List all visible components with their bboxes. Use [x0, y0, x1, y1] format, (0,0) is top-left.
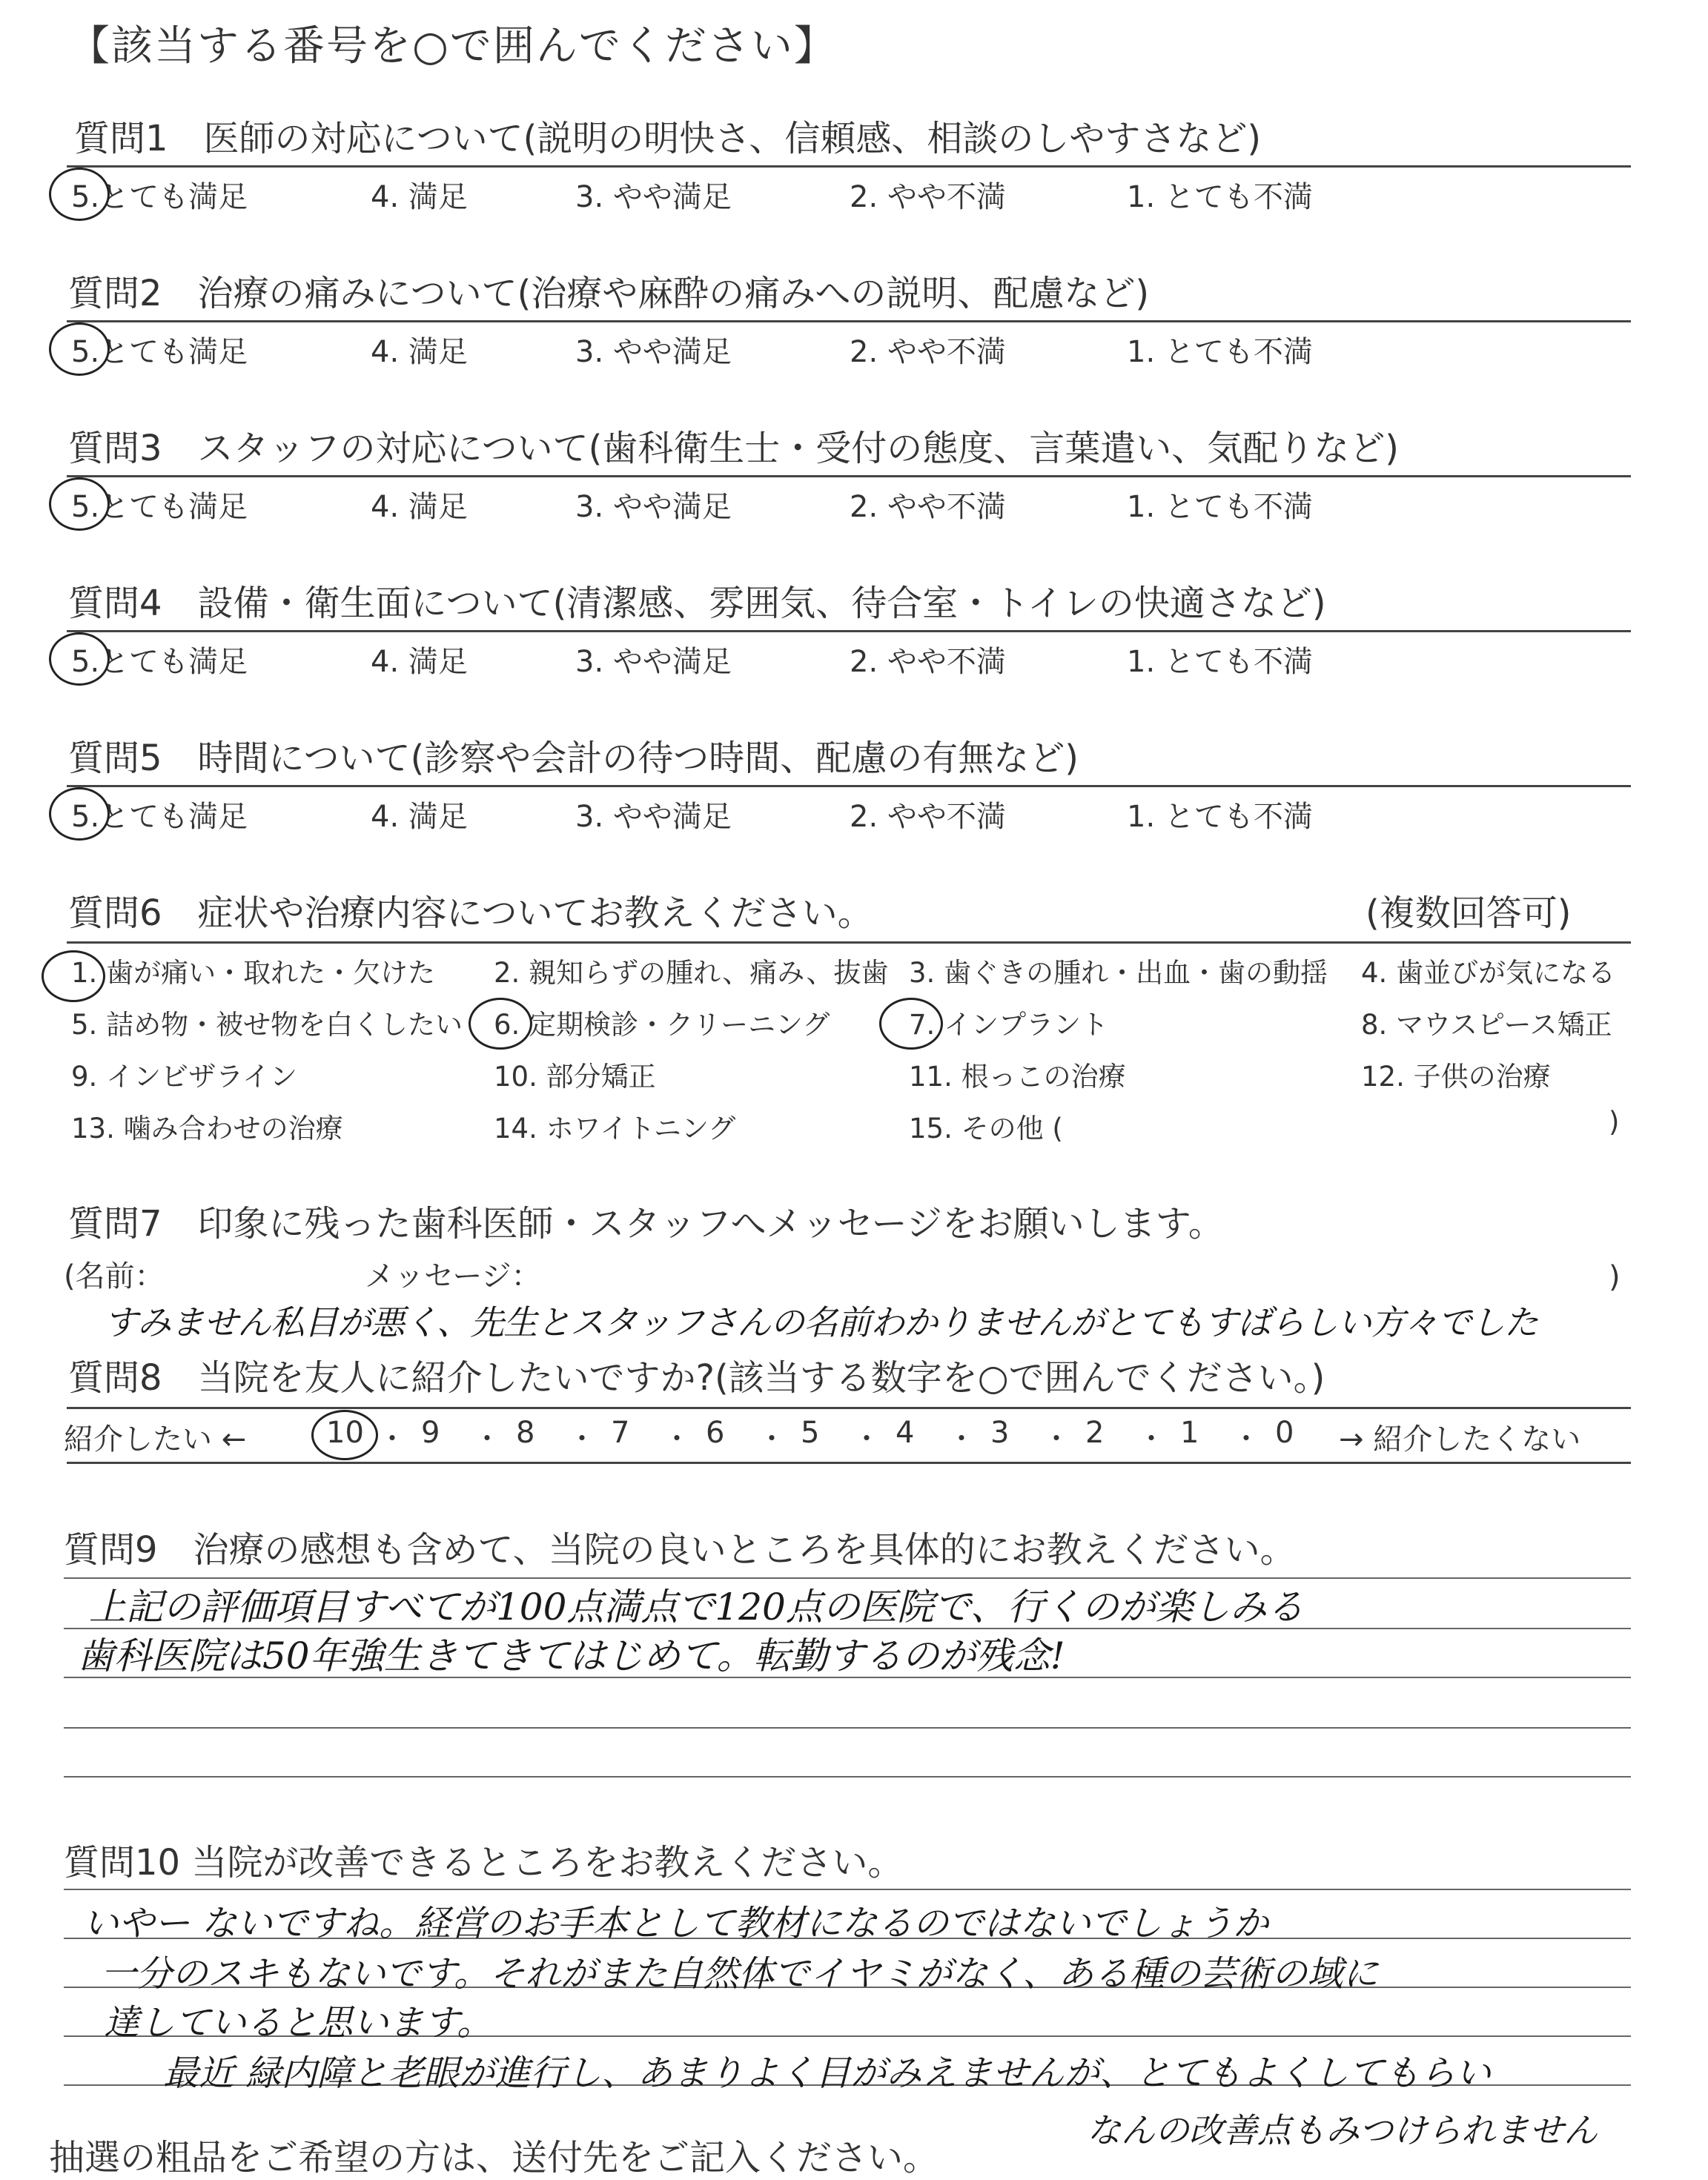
q5-option-3[interactable]: 3. やや満足 — [575, 800, 732, 834]
q5-option-4[interactable]: 4. 満足 — [371, 800, 468, 834]
q8-rule — [67, 1407, 1631, 1409]
q1-option-2[interactable]: 2. やや不満 — [850, 180, 1006, 214]
q6-item-7[interactable]: 7. インプラント — [909, 1009, 1109, 1041]
q8-scale-separator: ・ — [1232, 1422, 1261, 1455]
q4-rule — [67, 630, 1631, 632]
q10-line — [64, 1889, 1631, 1890]
q2-option-5[interactable]: 5.とても満足 — [71, 335, 248, 369]
q3-option-4[interactable]: 4. 満足 — [371, 490, 468, 524]
q3-rule — [67, 475, 1631, 477]
q10-handwritten-line-2: 一分のスキもないです。それがまた自然体でイヤミがなく、ある種の芸術の域に — [101, 1953, 1379, 1995]
q8-scale-separator: ・ — [758, 1422, 787, 1455]
q6-item-3[interactable]: 3. 歯ぐきの腫れ・出血・歯の動揺 — [909, 957, 1328, 989]
q8-scale-9[interactable]: 9 — [421, 1416, 440, 1450]
q4-option-4[interactable]: 4. 満足 — [371, 645, 468, 679]
q6-item-12[interactable]: 12. 子供の治療 — [1361, 1061, 1551, 1093]
q5-option-5[interactable]: 5.とても満足 — [71, 800, 248, 834]
q8-scale-6[interactable]: 6 — [706, 1416, 725, 1450]
q8-scale-separator: ・ — [947, 1422, 976, 1455]
q4-title: 質問4 設備・衛生面について(清潔感、雰囲気、待合室・トイレの快適さなど) — [68, 583, 1326, 624]
q4-option-1[interactable]: 1. とても不満 — [1127, 645, 1313, 679]
q9-title: 質問9 治療の感想も含めて、当院の良いところを具体的にお教えください。 — [64, 1529, 1296, 1571]
q8-scale-separator: ・ — [1042, 1422, 1071, 1455]
q10-handwritten-line-4: 最近 緑内障と老眼が進行し、あまりよく目がみえませんが、とてもよくしてもらい — [163, 2053, 1492, 2094]
q2-rule — [67, 320, 1631, 322]
q1-option-5[interactable]: 5.とても満足 — [71, 180, 248, 214]
q9-line — [64, 1727, 1631, 1729]
q7-close-paren: ) — [1609, 1260, 1621, 1294]
q3-option-3[interactable]: 3. やや満足 — [575, 490, 732, 524]
q6-item-4[interactable]: 4. 歯並びが気になる — [1361, 957, 1616, 989]
q6-item-14[interactable]: 14. ホワイトニング — [494, 1113, 736, 1144]
q3-selection-circle — [49, 477, 110, 531]
q6-item-9[interactable]: 9. インビザライン — [71, 1061, 297, 1093]
survey-header: 【該当する番号を○で囲んでください】 — [68, 22, 837, 70]
q8-scale-separator: ・ — [663, 1422, 692, 1455]
q6-note: (複数回答可) — [1366, 892, 1572, 934]
q5-option-2[interactable]: 2. やや不満 — [850, 800, 1006, 834]
q10-title: 質問10 当院が改善できるところをお教えください。 — [64, 1842, 904, 1884]
q4-option-2[interactable]: 2. やや不満 — [850, 645, 1006, 679]
q4-option-5[interactable]: 5.とても満足 — [71, 645, 248, 679]
q2-option-4[interactable]: 4. 満足 — [371, 335, 468, 369]
q8-scale-separator: ・ — [473, 1422, 502, 1455]
q6-item-10[interactable]: 10. 部分矯正 — [494, 1061, 656, 1093]
q7-message-label: メッセージ： — [365, 1259, 541, 1293]
q1-title: 質問1 医師の対応について(説明の明快さ、信頼感、相談のしやすさなど) — [74, 118, 1262, 159]
q6-item-11[interactable]: 11. 根っこの治療 — [909, 1061, 1126, 1093]
q4-selection-circle — [49, 632, 110, 686]
q3-option-2[interactable]: 2. やや不満 — [850, 490, 1006, 524]
q1-rule — [67, 165, 1631, 168]
q9-line — [64, 1776, 1631, 1778]
q1-selection-circle — [49, 168, 110, 221]
q5-option-1[interactable]: 1. とても不満 — [1127, 800, 1313, 834]
q3-option-1[interactable]: 1. とても不満 — [1127, 490, 1313, 524]
q5-title: 質問5 時間について(診察や会計の待つ時間、配慮の有無など) — [68, 738, 1079, 779]
q6-title: 質問6 症状や治療内容についてお教えください。 — [68, 892, 873, 934]
q8-scale-7[interactable]: 7 — [611, 1416, 630, 1450]
q6-rule — [67, 941, 1631, 944]
q6-item-5[interactable]: 5. 詰め物・被せ物を白くしたい — [71, 1009, 463, 1041]
q6-item-13[interactable]: 13. 噛み合わせの治療 — [71, 1113, 343, 1144]
q6-item-15[interactable]: 15. その他 ( — [909, 1113, 1063, 1144]
q4-option-3[interactable]: 3. やや満足 — [575, 645, 732, 679]
q8-scale-10[interactable]: 10 — [326, 1416, 364, 1450]
q8-scale-separator: ・ — [853, 1422, 881, 1455]
q8-scale-1[interactable]: 1 — [1180, 1416, 1199, 1450]
footer-note: 抽選の粗品をご希望の方は、送付先をご記入ください。 — [49, 2137, 939, 2179]
q8-selection-circle — [311, 1410, 378, 1460]
q6-item-2[interactable]: 2. 親知らずの腫れ、痛み、抜歯 — [494, 957, 889, 989]
q8-scale-0[interactable]: 0 — [1275, 1416, 1294, 1450]
q8-scale-separator: ・ — [1137, 1422, 1166, 1455]
q8-scale-separator: ・ — [378, 1422, 407, 1455]
q8-left-label: 紹介したい ← — [64, 1422, 247, 1457]
q8-rule-bottom — [67, 1462, 1631, 1464]
q2-title: 質問2 治療の痛みについて(治療や麻酔の痛みへの説明、配慮など) — [68, 273, 1150, 314]
q8-scale-3[interactable]: 3 — [990, 1416, 1010, 1450]
q8-right-label: → 紹介したくない — [1339, 1422, 1581, 1457]
q6-selection-circle-7 — [879, 998, 943, 1050]
q3-title: 質問3 スタッフの対応について(歯科衛生士・受付の態度、言葉遣い、気配りなど) — [68, 428, 1400, 469]
q9-handwritten-line-2: 歯科医院は50年強生きてきてはじめて。転勤するのが残念! — [77, 1634, 1065, 1677]
q7-name-label: (名前： — [64, 1259, 165, 1293]
q8-scale-4[interactable]: 4 — [896, 1416, 915, 1450]
q1-option-4[interactable]: 4. 満足 — [371, 180, 468, 214]
q6-item-6[interactable]: 6. 定期検診・クリーニング — [494, 1009, 830, 1041]
q6-item-8[interactable]: 8. マウスピース矯正 — [1361, 1009, 1612, 1041]
q2-option-3[interactable]: 3. やや満足 — [575, 335, 732, 369]
q8-title: 質問8 当院を友人に紹介したいですか?(該当する数字を○で囲んでください。) — [68, 1357, 1325, 1399]
q6-item-1[interactable]: 1. 歯が痛い・取れた・欠けた — [71, 957, 436, 989]
q7-handwritten-message: すみません私目が悪く、先生とスタッフさんの名前わかりませんがとてもすばらしい方々でした — [104, 1302, 1538, 1342]
q6-selection-circle-6 — [469, 998, 532, 1050]
q1-option-3[interactable]: 3. やや満足 — [575, 180, 732, 214]
q6-selection-circle-1 — [42, 950, 105, 1002]
q8-scale-8[interactable]: 8 — [516, 1416, 535, 1450]
q10-handwritten-line-5: なんの改善点もみつけられません — [1087, 2110, 1598, 2150]
q8-scale-2[interactable]: 2 — [1085, 1416, 1105, 1450]
q1-option-1[interactable]: 1. とても不満 — [1127, 180, 1313, 214]
q2-option-2[interactable]: 2. やや不満 — [850, 335, 1006, 369]
q9-handwritten-line-1: 上記の評価項目すべてが100点満点で120点の医院で、行くのが楽しみる — [89, 1586, 1304, 1629]
q2-option-1[interactable]: 1. とても不満 — [1127, 335, 1313, 369]
q8-scale-5[interactable]: 5 — [801, 1416, 820, 1450]
q7-title: 質問7 印象に残った歯科医師・スタッフへメッセージをお願いします。 — [68, 1203, 1224, 1245]
q3-option-5[interactable]: 5.とても満足 — [71, 490, 248, 524]
q8-scale-separator: ・ — [568, 1422, 597, 1455]
q2-selection-circle — [49, 322, 110, 376]
q5-rule — [67, 785, 1631, 787]
q10-handwritten-line-3: 達していると思います。 — [104, 2002, 493, 2044]
q5-selection-circle — [49, 787, 110, 841]
q6-other-close-paren: ) — [1609, 1106, 1620, 1138]
q10-handwritten-line-1: いやー ないですね。経営のお手本として教材になるのではないでしょうか — [83, 1903, 1269, 1944]
